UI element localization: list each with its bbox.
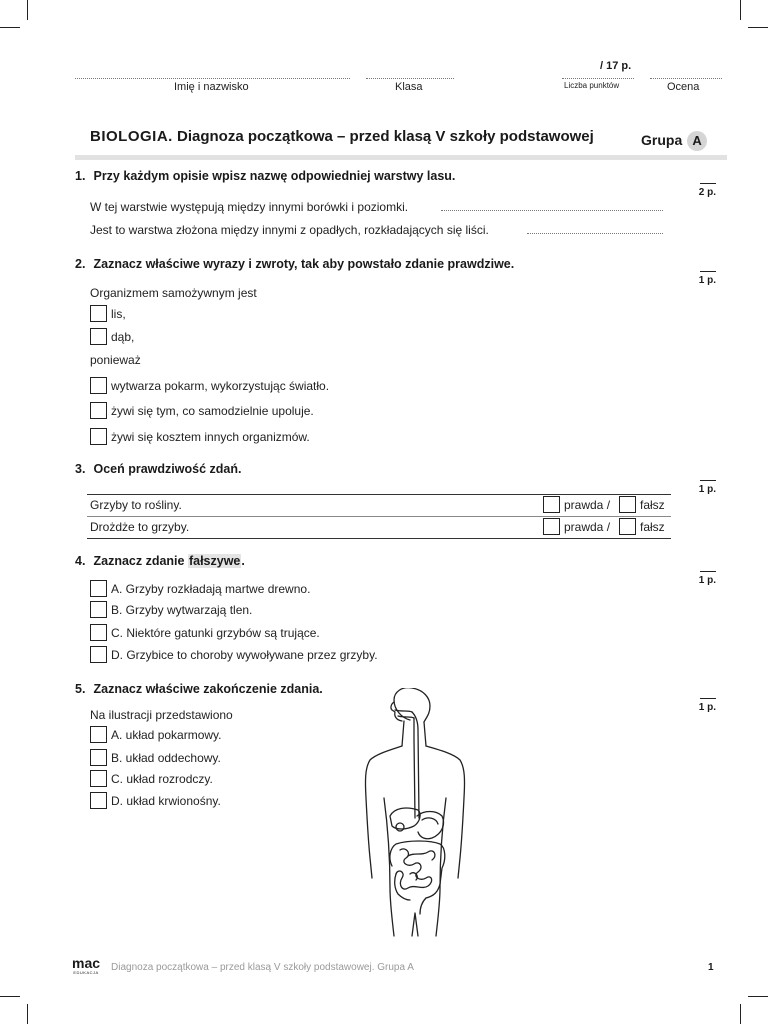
logo-subtext: EDUKACJA [73, 970, 99, 975]
checkbox-4c[interactable] [90, 624, 107, 641]
label-false: fałsz [640, 520, 665, 534]
option-parasite: żywi się kosztem innych organizmów. [111, 430, 310, 444]
option-lis: lis, [111, 307, 126, 321]
crop-mark [0, 996, 20, 997]
crop-mark [740, 0, 741, 20]
q2-because: ponieważ [90, 353, 141, 367]
question-5-points: 1 p. [698, 702, 716, 713]
q1-line-2: Jest to warstwa złożona między innymi z opadłych, rozkładających się liści. [90, 223, 489, 237]
checkbox-4a[interactable] [90, 580, 107, 597]
checkbox-5d[interactable] [90, 792, 107, 809]
label-true: prawda / [564, 520, 611, 534]
question-1-points: 2 p. [698, 187, 716, 198]
page-title [90, 128, 594, 145]
question-2-title [75, 257, 514, 271]
question-3-title [75, 462, 241, 476]
q2-intro: Organizmem samożywnym jest [90, 286, 257, 300]
question-2-points: 1 p. [698, 275, 716, 286]
q3-row-2: Drożdże to grzyby. [90, 520, 190, 534]
table-rule [87, 538, 671, 539]
grade-label: Ocena [667, 81, 700, 93]
checkbox-5a[interactable] [90, 726, 107, 743]
checkbox-row2-true[interactable] [543, 518, 560, 535]
question-1-title [75, 169, 455, 183]
checkbox-4d[interactable] [90, 646, 107, 663]
class-label: Klasa [395, 81, 423, 93]
q1-answer-2[interactable] [527, 233, 663, 234]
name-field[interactable] [75, 78, 350, 79]
table-rule [87, 494, 671, 495]
group-label [641, 131, 707, 151]
grade-field[interactable] [650, 78, 722, 79]
page-number: 1 [708, 962, 714, 973]
question-5-title [75, 682, 323, 696]
question-number: 4. [75, 554, 86, 568]
question-text: Zaznacz właściwe zakończenie zdania. [93, 682, 323, 696]
option-5a: A. układ pokarmowy. [111, 728, 222, 742]
checkbox-row1-true[interactable] [543, 496, 560, 513]
title-rest: Diagnoza początkowa – przed klasą V szkoły podstawowej [172, 128, 594, 145]
points-field[interactable] [562, 78, 634, 79]
logo-text: mac [72, 955, 101, 971]
footer-text: Diagnoza początkowa – przed klasą V szkoły podstawowej. Grupa A [111, 962, 414, 973]
checkbox-parasite[interactable] [90, 428, 107, 445]
question-number: 1. [75, 169, 86, 183]
points-label: Liczba punktów [564, 81, 620, 90]
question-number: 5. [75, 682, 86, 696]
question-4-points: 1 p. [698, 575, 716, 586]
label-true: prawda / [564, 498, 611, 512]
table-rule [87, 516, 671, 517]
question-text: Oceń prawdziwość zdań. [93, 462, 242, 476]
publisher-logo [72, 956, 100, 975]
checkbox-4b[interactable] [90, 601, 107, 618]
question-3-points: 1 p. [698, 484, 716, 495]
question-4-title [75, 554, 245, 568]
option-4b: B. Grzyby wytwarzają tlen. [111, 603, 253, 617]
question-number: 3. [75, 462, 86, 476]
question-text: Zaznacz właściwe wyrazy i zwroty, tak aby powstało zdanie prawdziwe. [93, 257, 515, 271]
option-photosynthesis: wytwarza pokarm, wykorzystując światło. [111, 379, 330, 393]
checkbox-photosynthesis[interactable] [90, 377, 107, 394]
option-5c: C. układ rozrodczy. [111, 772, 213, 786]
option-4a: A. Grzyby rozkładają martwe drewno. [111, 582, 311, 596]
title-divider [75, 155, 727, 160]
score-total: / 17 p. [600, 60, 632, 72]
name-label: Imię i nazwisko [174, 81, 249, 93]
option-4d: D. Grzybice to choroby wywoływane przez grzyby. [111, 648, 378, 662]
crop-mark [27, 1004, 28, 1024]
option-dab: dąb, [111, 330, 135, 344]
digestive-system-illustration [350, 688, 500, 938]
option-5d: D. układ krwionośny. [111, 794, 221, 808]
question-text-end: . [241, 554, 245, 568]
checkbox-5b[interactable] [90, 749, 107, 766]
checkbox-row1-false[interactable] [619, 496, 636, 513]
group-text: Grupa [641, 132, 683, 148]
question-text: Zaznacz zdanie [93, 554, 188, 568]
label-false: fałsz [640, 498, 665, 512]
question-number: 2. [75, 257, 86, 271]
crop-mark [748, 996, 768, 997]
crop-mark [0, 27, 20, 28]
title-subject: BIOLOGIA. [90, 128, 173, 145]
question-text: Przy każdym opisie wpisz nazwę odpowiedniej warstwy lasu. [93, 169, 456, 183]
option-5b: B. układ oddechowy. [111, 751, 221, 765]
highlighted-word: fałszywe [188, 554, 241, 568]
q1-answer-1[interactable] [441, 210, 663, 211]
crop-mark [740, 1004, 741, 1024]
checkbox-5c[interactable] [90, 770, 107, 787]
checkbox-lis[interactable] [90, 305, 107, 322]
option-hunts: żywi się tym, co samodzielnie upoluje. [111, 404, 314, 418]
class-field[interactable] [366, 78, 454, 79]
checkbox-dab[interactable] [90, 328, 107, 345]
crop-mark [27, 0, 28, 20]
checkbox-row2-false[interactable] [619, 518, 636, 535]
q1-line-1: W tej warstwie występują między innymi borówki i poziomki. [90, 200, 409, 214]
group-badge: A [687, 131, 707, 151]
crop-mark [748, 27, 768, 28]
checkbox-hunts[interactable] [90, 402, 107, 419]
q5-intro: Na ilustracji przedstawiono [90, 708, 233, 722]
option-4c: C. Niektóre gatunki grzybów są trujące. [111, 626, 320, 640]
q3-row-1: Grzyby to rośliny. [90, 498, 182, 512]
